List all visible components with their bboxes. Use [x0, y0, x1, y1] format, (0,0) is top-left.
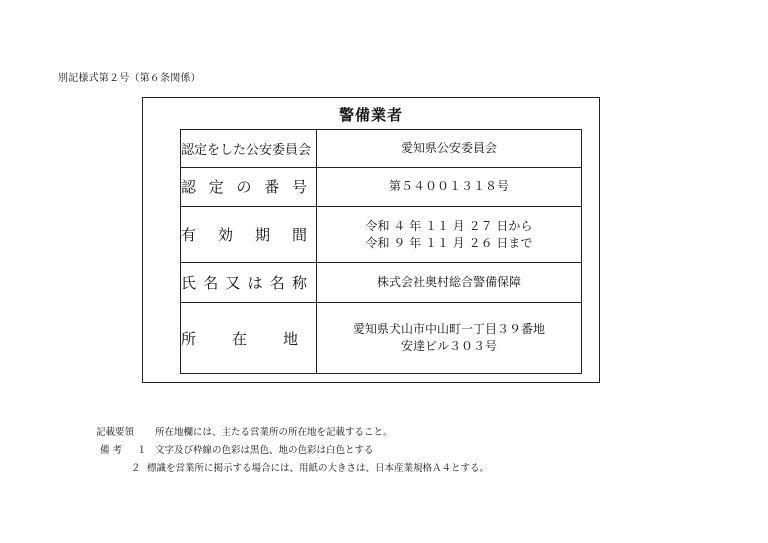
info-table [180, 129, 582, 374]
label-char: 認 [181, 178, 197, 197]
label-char: 号 [291, 178, 307, 197]
remark-1-number: １ [137, 445, 147, 456]
table-row [181, 207, 582, 263]
label-char: 期 [254, 226, 270, 245]
name-label [181, 263, 317, 303]
remark-2-number: ２ [131, 463, 141, 474]
label-char: 有 [181, 226, 197, 245]
table-row [181, 263, 582, 303]
validity-from: 令和 ４ 年 １１ 月 ２７ 日から [365, 218, 533, 233]
entry-text: 所在地欄には、主たる営業所の所在地を記載すること。 [155, 427, 393, 438]
address-value [317, 303, 582, 374]
address-line-2: 安達ビル３０３号 [400, 339, 497, 354]
remark-1-text: 文字及び枠線の色彩は黒色、地の色彩は白色とする [155, 445, 374, 456]
address-line-1: 愛知県犬山市中山町一丁目３９番地 [352, 322, 545, 337]
label-char: 効 [217, 226, 233, 245]
address-label [181, 303, 317, 374]
commission-value: 愛知県公安委員会 [317, 130, 582, 168]
label-char: 番 [264, 178, 280, 197]
label-char: 又 [225, 274, 241, 293]
validity-label [181, 207, 317, 263]
label-char: 氏 [181, 274, 197, 293]
number-label [181, 167, 317, 207]
remark-2-text: 標識を営業所に掲示する場合には、用紙の大きさは、日本産業規格Ａ４とする。 [147, 463, 490, 474]
sign-title: 警備業者 [338, 106, 403, 124]
number-value: 第５４００１３１８号 [317, 167, 582, 207]
validity-value [317, 207, 582, 263]
label-char: の [236, 178, 252, 197]
label-char: 間 [291, 226, 307, 245]
label-char: 名 [203, 274, 219, 293]
table-row [181, 130, 582, 168]
table-row [181, 303, 582, 374]
label-char: 名 [269, 274, 285, 293]
label-char: 定 [208, 178, 224, 197]
commission-label: 認定をした公安委員会 [181, 130, 317, 168]
table-row [181, 167, 582, 207]
label-char: 地 [282, 329, 298, 348]
sign-frame [142, 97, 600, 383]
entry-heading: 記載要領 [96, 427, 135, 438]
label-char: 所 [181, 329, 197, 348]
name-value: 株式会社奥村総合警備保障 [317, 263, 582, 303]
label-char: 在 [231, 329, 247, 348]
label-char: 称 [291, 274, 307, 293]
form-id: 別記様式第２号（第６条関係） [58, 73, 201, 84]
validity-to: 令和 ９ 年 １１ 月 ２６ 日まで [365, 235, 533, 250]
label-char: は [247, 274, 263, 293]
remarks-heading: 備 考 [100, 445, 123, 456]
